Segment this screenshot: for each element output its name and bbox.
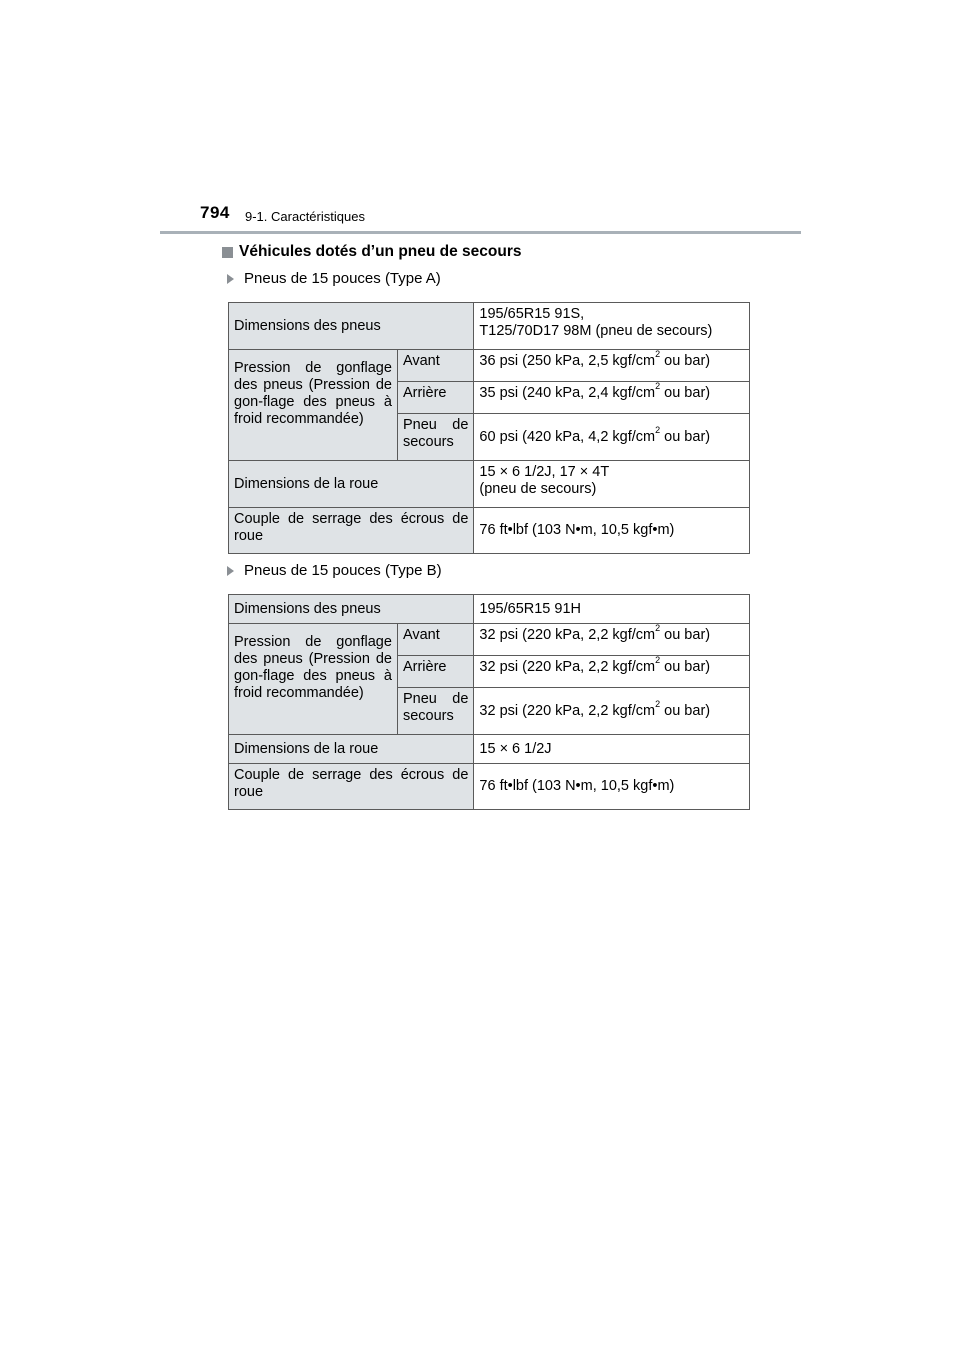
header-rule: [160, 231, 801, 234]
superscript: 2: [655, 655, 661, 666]
row-label: Dimensions des pneus: [229, 303, 474, 350]
sub-label: Arrière: [397, 382, 473, 414]
row-value: [474, 382, 750, 414]
row-value: [474, 414, 750, 461]
row-value: [474, 688, 750, 735]
page-number: 794: [200, 203, 230, 222]
value-text: ou bar): [660, 353, 711, 369]
value-text: 32 psi (220 kPa, 2,2 kgf/cm: [479, 702, 656, 719]
value-line: 195/65R15 91S,: [479, 306, 585, 322]
variant-label-text: Pneus de 15 pouces (Type B): [244, 562, 442, 579]
row-value: 76 ft•lbf (103 N•m, 10,5 kgf•m): [474, 764, 750, 810]
row-label: Couple de serrage des écrous de roue: [229, 764, 474, 810]
row-value: [474, 624, 750, 656]
variant-label-type-a: [224, 270, 441, 287]
sub-label: Pneu de secours: [397, 688, 473, 735]
table-row: [229, 303, 750, 350]
row-label: Pression de gonflage des pneus (Pression de gon-flage des pneus à froid recommandée): [229, 350, 398, 461]
sub-label: Avant: [397, 624, 473, 656]
variant-label-text: Pneus de 15 pouces (Type A): [244, 270, 441, 287]
sub-label: Avant: [397, 350, 473, 382]
value-text: 32 psi (220 kPa, 2,2 kgf/cm: [479, 659, 656, 675]
spec-table-type-b: [228, 594, 750, 810]
row-label: Dimensions des pneus: [229, 595, 474, 624]
row-value: [474, 656, 750, 688]
row-label: Dimensions de la roue: [229, 735, 474, 764]
square-bullet-icon: [222, 247, 233, 258]
value-text: ou bar): [660, 702, 711, 719]
value-text: 32 psi (220 kPa, 2,2 kgf/cm: [479, 627, 656, 643]
table-row: [229, 735, 750, 764]
row-label: Dimensions de la roue: [229, 461, 474, 508]
value-line: 15 × 6 1/2J, 17 × 4T: [479, 464, 610, 480]
table-row: [229, 624, 750, 656]
superscript: 2: [655, 381, 661, 392]
row-value: 76 ft•lbf (103 N•m, 10,5 kgf•m): [474, 508, 750, 554]
superscript: 2: [655, 349, 661, 360]
superscript: 2: [655, 424, 661, 435]
variant-label-type-b: [224, 562, 442, 579]
value-text: 60 psi (420 kPa, 4,2 kgf/cm: [479, 428, 656, 445]
value-text: 36 psi (250 kPa, 2,5 kgf/cm: [479, 353, 656, 369]
row-label: Couple de serrage des écrous de roue: [229, 508, 474, 554]
subsection-title: [222, 243, 522, 261]
row-label: Pression de gonflage des pneus (Pression de gon-flage des pneus à froid recommandée): [229, 624, 398, 735]
sub-label: Arrière: [397, 656, 473, 688]
value-line: T125/70D17 98M (pneu de secours): [479, 323, 713, 339]
value-text: 35 psi (240 kPa, 2,4 kgf/cm: [479, 385, 656, 401]
value-text: ou bar): [660, 385, 711, 401]
table-row: [229, 350, 750, 382]
subsection-title-text: Véhicules dotés d’un pneu de secours: [239, 243, 522, 260]
sub-label: Pneu de secours: [397, 414, 473, 461]
row-value: [474, 350, 750, 382]
table-row: [229, 508, 750, 554]
section-header: 9-1. Caractéristiques: [245, 209, 365, 224]
row-value: [474, 461, 750, 508]
triangle-bullet-icon: [227, 566, 234, 576]
value-text: ou bar): [660, 428, 711, 445]
triangle-bullet-icon: [227, 274, 234, 284]
row-value: 15 × 6 1/2J: [474, 735, 750, 764]
spec-table-type-a: [228, 302, 750, 554]
superscript: 2: [655, 698, 661, 709]
table-row: [229, 595, 750, 624]
value-text: ou bar): [660, 627, 711, 643]
superscript: 2: [655, 623, 661, 634]
value-line: (pneu de secours): [479, 481, 597, 497]
row-value: [474, 303, 750, 350]
value-text: ou bar): [660, 659, 711, 675]
row-value: 195/65R15 91H: [474, 595, 750, 624]
table-row: [229, 764, 750, 810]
table-row: [229, 461, 750, 508]
